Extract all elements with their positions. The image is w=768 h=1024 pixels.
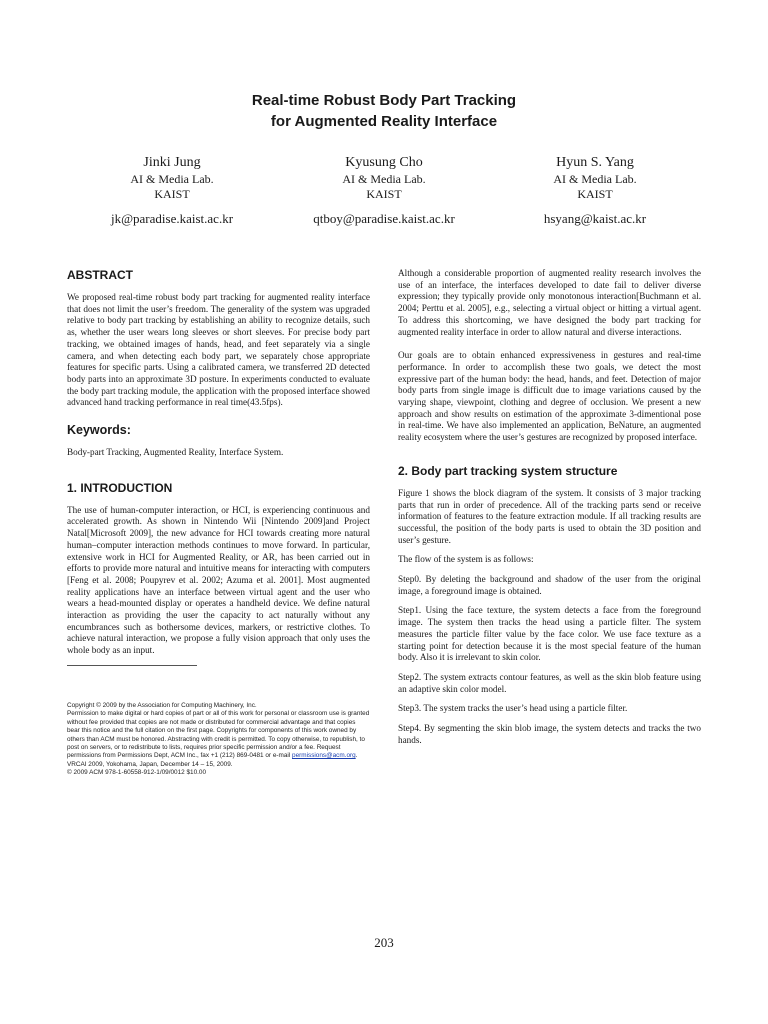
section-2-paragraph-2: The flow of the system is as follows: [398,554,534,565]
keywords-heading: Keywords: [67,423,131,438]
step-0: Step0. By deleting the background and shadow of the user from the original image, a foreground image is obtained. [398,574,701,596]
author-name: Hyun S. Yang [556,155,634,170]
page-number: 203 [374,935,394,950]
step-3: Step3. The system tracks the user’s head using a particle filter. [398,703,628,714]
copyright-permission-text: Permission to make digital or hard copies of part or all of this work for personal or classroom use is granted without fee provided that copies are not made or distributed for commercial advantage and that copies bear this notice and the full citation on the first page. Copyrights for components of this work owned by others than ACM must be honored. Abstracting with credit is permitted. To copy otherwise, to republish, to post on servers, or to redistribute to lists, requires prior specific permission and/or a fee. Request permissions from Permissions Dept, ACM Inc., fax +1 (212) 869-0481 or e-mail permissions@acm.org. [67,710,370,760]
footnote-divider [67,665,197,666]
copyright-isbn: © 2009 ACM 978-1-60558-912-1/09/0012 $10.00 [67,769,207,777]
step-2: Step2. The system extracts contour features, as well as the skin blob feature using an adaptive skin color model. [398,671,701,694]
author-institution: KAIST [366,187,402,201]
title-line-2: for Augmented Reality Interface [270,113,498,130]
author-affiliation: AI & Media Lab. [130,172,214,186]
copyright-venue: VRCAI 2009, Yokohama, Japan, December 14 – 15, 2009. [67,760,233,768]
author-email[interactable]: hsyang@kaist.ac.kr [543,211,647,226]
intro-continued-paragraph-2: Our goals are to obtain enhanced expressiveness in gestures and real-time performance. In order to accomplish these two goals, we detect the most expressive part of the human body: the head, hands, and feet. Detection of major body parts from single image is difficult due to image variations caused by the varying shape, viewpoint, clothing and degree of occlusion. We present a new approach and show results on estimation of the approximate 3-dimentional pose in real-time. We have also implemented an application, BeNature, an augmented reality ecosystem where the user’s gestures are recognized by proposed interface. [398,350,701,443]
copyright-line: Copyright © 2009 by the Association for Computing Machinery, Inc. [67,701,257,709]
step-1: Step1. Using the face texture, the system detects a face from the foreground image. The system then tracks the head using a particle filter. The system measures the particle filter value by the face color. We use face texture as a starting point for detection because it is the most special feature of the human body. Also it is irrelevant to skin color. [398,605,701,663]
author-email[interactable]: jk@paradise.kaist.ac.kr [110,211,234,226]
copyright-notice [67,702,370,778]
paper-title [0,90,768,132]
author-affiliation: AI & Media Lab. [553,172,637,186]
intro-continued-paragraph-1: Although a considerable proportion of augmented reality research involves the use of an interface, the interfaces developed to date fail to deliver diverse expression; they typically provide only monotonous interaction[Buchmann et al. 2004; Perttu et al. 2005], e.g., selecting a virtual object or hitting a virtual agent. To address this shortcoming, we have designed the body part tracking for augmented reality interface in order to allow natural and diverse interactions. [398,268,701,337]
left-column [67,268,370,778]
abstract-text: We proposed real-time robust body part tracking for augmented reality interface that does not limit the user’s freedom. The generality of the system was upgraded relative to body part tracking by establishing an ability to recognize details, such as, whether the user wears long sleeves or short sleeves. For precise body part tracking, we obtained images of hands, head, and feet separately via a single camera, and when detecting each body part, we separately chose appropriate features for specific parts. Using a calibrated camera, we transferred 2D detected body parts into an approximate 3D posture. In experiments conducted to evaluate the body part tracking module, the application with the proposed interface showed advanced hand tracking performance in real time(43.5fps). [67,292,370,408]
author-institution: KAIST [577,187,613,201]
title-line-1: Real-time Robust Body Part Tracking [251,92,517,109]
author-name: Kyusung Cho [345,155,423,170]
author-name: Jinki Jung [143,155,201,170]
right-column [398,268,701,755]
introduction-heading: 1. INTRODUCTION [67,480,173,495]
author-block-3 [485,154,705,226]
keywords-text: Body-part Tracking, Augmented Reality, Interface System. [67,447,284,458]
author-block-1 [62,154,282,226]
step-4: Step4. By segmenting the skin blob image, the system detects and tracks the two hands. [398,723,701,745]
author-email[interactable]: qtboy@paradise.kaist.ac.kr [313,211,455,226]
abstract-heading: ABSTRACT [67,268,133,282]
author-institution: KAIST [154,187,190,201]
author-affiliation: AI & Media Lab. [342,172,426,186]
author-block-2 [274,154,494,226]
permissions-email-link[interactable]: permissions@acm.org [292,752,356,760]
section-2-heading: 2. Body part tracking system structure [398,463,618,478]
introduction-text: The use of human-computer interaction, or HCI, is experiencing continuous and accelerated growth. As shown in Nintendo Wii [Nintendo 2009]and Project Natal[Microsoft 2009], the new advance for HCI towards creating more natural human–computer interaction methods continues to move forward. In particular, extensive work in HCI for Augmented Reality, or AR, has been carried out in efforts to provide more natural and intuitive means for interacting with computers [Feng et al. 2008; Poupyrev et al. 2002; Azuma et al. 2001]. Most augmented reality applications have an interface between virtual agent and the user who wears a head-mounted display or operates a handheld device. We define natural interaction as providing the user the capacity to act naturally without any encumbrances such as bothersome devices, markers, or restrictive clothes. To achieve natural interaction, we propose a fully vision approach that only uses the whole body as an input. [67,504,370,656]
section-2-paragraph-1: Figure 1 shows the block diagram of the system. It consists of 3 major tracking parts that run in order of precedence. All of the tracking parts send or receive information of features to the feature extraction module. If all tracking results are successful, the position of the body parts is used to obtain the 3D position and user’s gesture. [398,487,701,545]
